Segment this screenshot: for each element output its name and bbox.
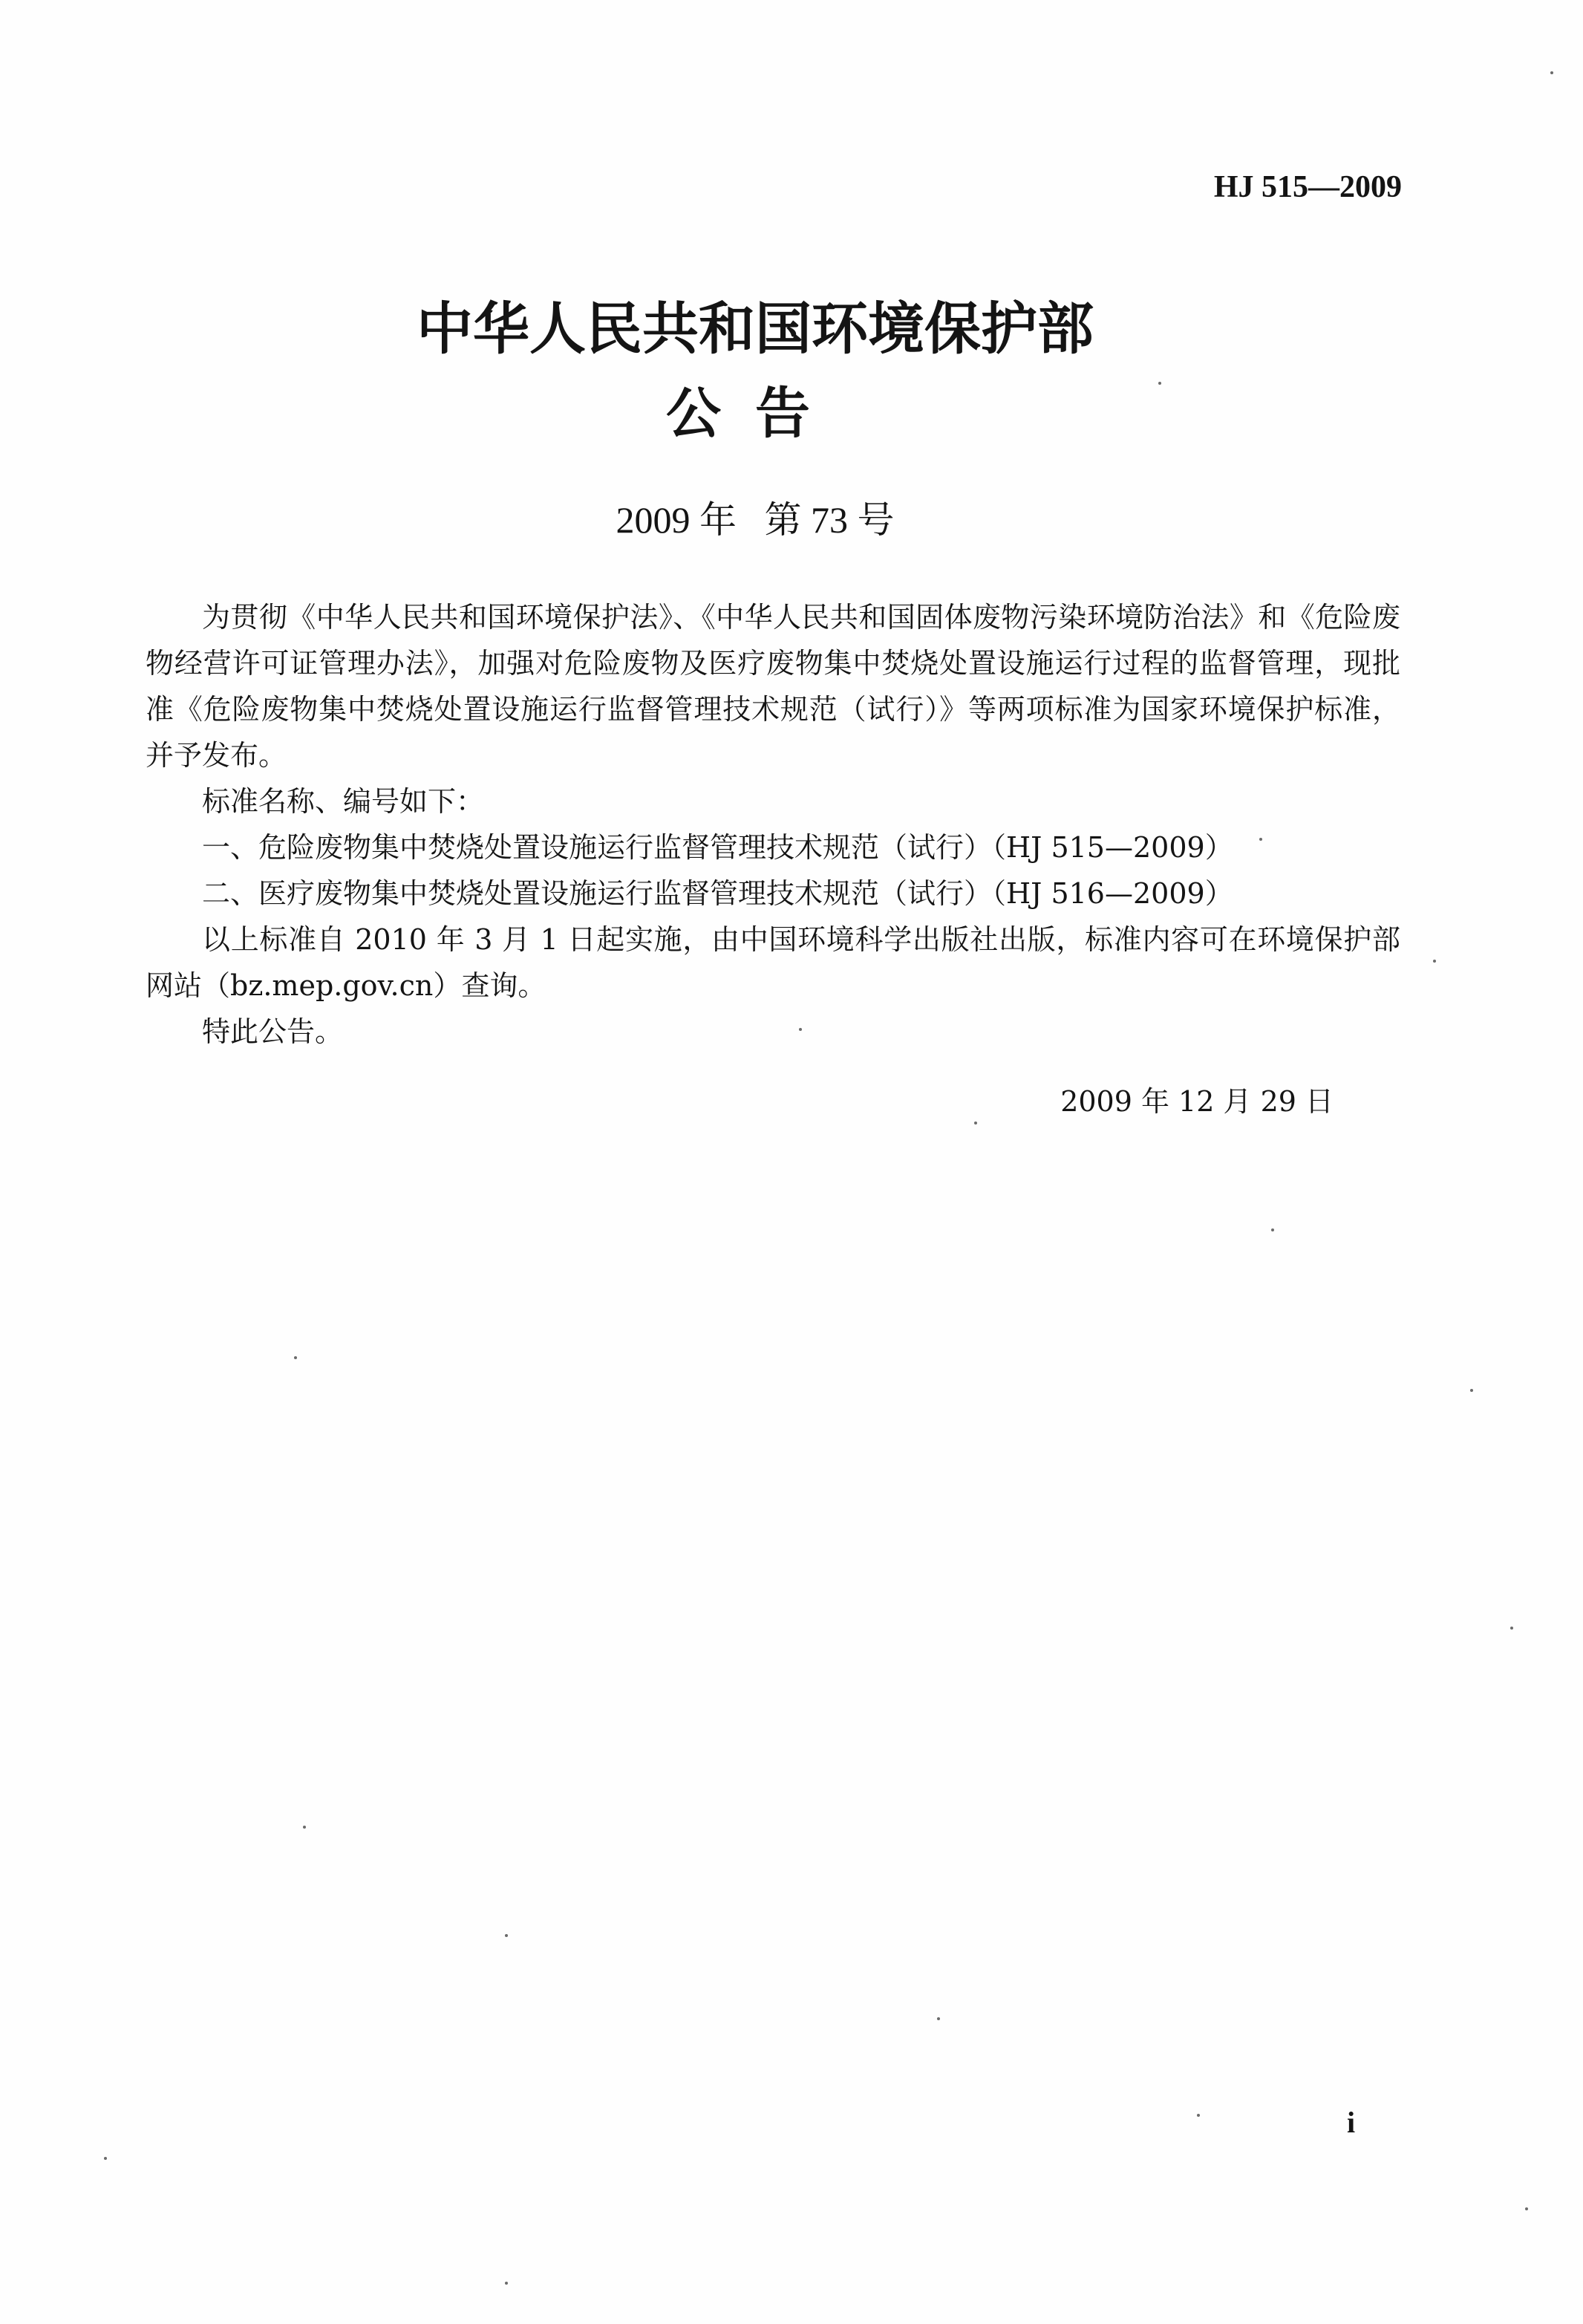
scan-speck xyxy=(974,1122,977,1124)
scan-speck xyxy=(104,2157,107,2160)
paragraph-standard-2: 二、医疗废物集中焚烧处置设施运行监督管理技术规范（试行）（HJ 516—2009） xyxy=(202,877,1233,910)
scan-speck xyxy=(303,1826,306,1829)
scan-speck xyxy=(1510,1627,1513,1630)
scan-speck xyxy=(1271,1228,1274,1231)
paragraph-standard-1: 一、危险废物集中焚烧处置设施运行监督管理技术规范（试行）（HJ 515—2009） xyxy=(202,831,1233,864)
issue-date: 2009 年 12 月 29 日 xyxy=(1060,1085,1334,1118)
scan-speck xyxy=(1158,382,1161,385)
scan-speck xyxy=(1197,2114,1200,2117)
scan-speck xyxy=(1550,71,1553,74)
paragraph-standards-heading: 标准名称、编号如下： xyxy=(202,785,485,818)
issue-number: 2009 年 第 73 号 xyxy=(616,499,895,541)
scan-speck xyxy=(1525,2207,1528,2210)
paragraph-intro: 为贯彻《中华人民共和国环境保护法》、《中华人民共和国固体废物污染环境防治法》和《危险废物经营许可证管理办法》，加强对危险废物及医疗废物集中焚烧处置设施运行过程的监督管理，现批准《危险废物集中焚烧处置设施运行监督管理技术规范（试行）》等两项标准为国家环境保护标准，并予发布。 xyxy=(146,601,1400,772)
scan-speck xyxy=(294,1356,297,1359)
scan-speck xyxy=(799,1028,802,1031)
paragraph-closing: 特此公告。 xyxy=(202,1015,344,1048)
scan-speck xyxy=(1433,960,1436,963)
page-subtitle: 公告 xyxy=(666,382,844,446)
scan-speck xyxy=(1470,1389,1473,1392)
announcement-body xyxy=(146,594,1400,1055)
scan-speck xyxy=(937,2017,940,2020)
page-number: i xyxy=(1347,2106,1356,2139)
page-title: 中华人民共和国环境保护部 xyxy=(417,296,1094,362)
scan-speck xyxy=(505,2282,508,2285)
paragraph-effective-date: 以上标准自 2010 年 3 月 1 日起实施，由中国环境科学出版社出版，标准内容可在环境保护部网站（bz.mep.gov.cn）查询。 xyxy=(146,923,1400,1002)
scan-speck xyxy=(505,1934,508,1937)
standard-code: HJ 515—2009 xyxy=(1213,170,1402,204)
scan-speck xyxy=(1259,838,1262,841)
